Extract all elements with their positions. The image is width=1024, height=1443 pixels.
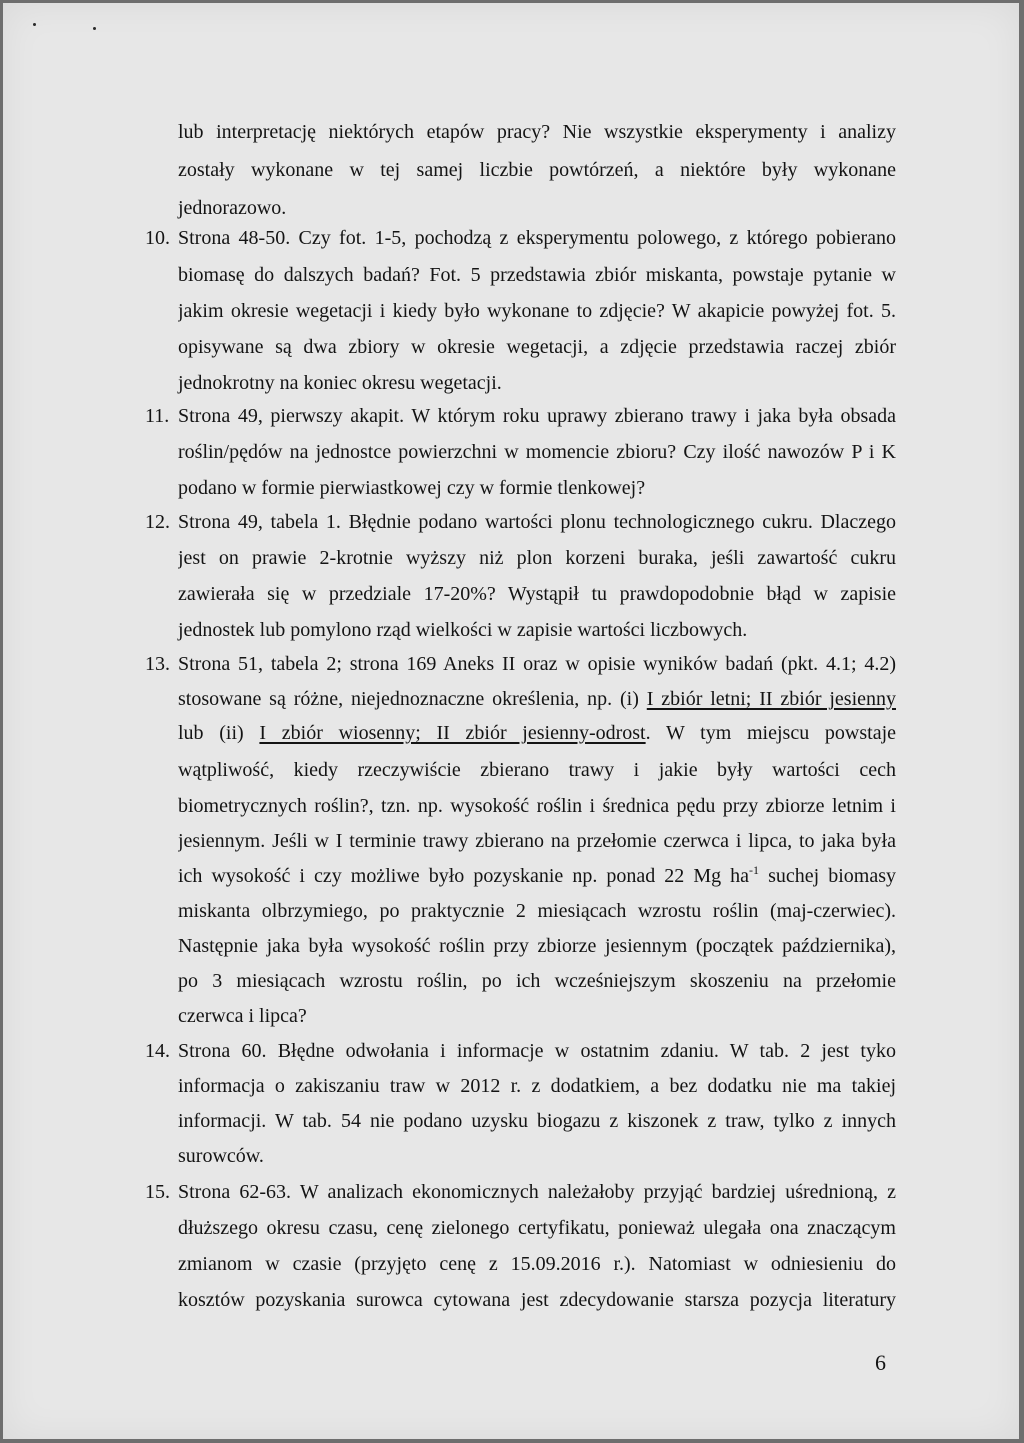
paragraph-line: surowców. — [178, 1145, 264, 1167]
paragraph-line: Strona 51, tabela 2; strona 169 Aneks II oraz w opisie wyników badań (pkt. 4.1; 4.2) — [178, 653, 896, 675]
text-span: ich wysokość i czy możliwe było pozyskanie np. ponad 22 Mg ha — [178, 865, 750, 887]
paragraph-line: zawierała się w przedziale 17-20%? Wystąpił tu prawdopodobnie błąd w zapisie — [178, 583, 896, 605]
paragraph-line: miskanta olbrzymiego, po praktycznie 2 miesiącach wzrostu roślin (maj-czerwiec). — [178, 900, 896, 922]
paragraph-line: jednorazowo. — [178, 197, 287, 219]
paragraph-line: jest on prawie 2-krotnie wyższy niż plon korzeni buraka, jeśli zawartość cukru — [178, 547, 896, 569]
paragraph-line: opisywane są dwa zbiory w okresie wegetacji, a zdjęcie przedstawia raczej zbiór — [178, 336, 896, 358]
item-number: 14. — [145, 1040, 170, 1062]
paragraph-line — [178, 863, 896, 889]
underlined-text: I zbiór letni; II zbiór jesienny — [646, 688, 896, 710]
item-number: 10. — [145, 227, 170, 249]
text-span: lub (ii) — [178, 722, 260, 744]
text-span: suchej biomasy — [759, 865, 896, 887]
paragraph-line: biometrycznych roślin?, tzn. np. wysokość roślin i średnica pędu przy zbiorze letnim i — [178, 795, 896, 817]
page-number: 6 — [875, 1350, 886, 1375]
underlined-text: I zbiór wiosenny; II zbiór jesienny-odrost — [259, 722, 646, 744]
superscript: -1 — [749, 863, 760, 877]
paragraph-line: informacja o zakiszaniu traw w 2012 r. z dodatkiem, a bez dodatku nie ma takiej — [178, 1075, 896, 1097]
paragraph-line: jednokrotny na koniec okresu wegetacji. — [178, 372, 502, 394]
paragraph-line: jesiennym. Jeśli w I terminie trawy zbierano na przełomie czerwca i lipca, to jaka była — [178, 830, 896, 852]
paragraph-line: wątpliwość, kiedy rzeczywiście zbierano trawy i jakie były wartości cech — [178, 759, 896, 781]
paragraph-line: Strona 49, pierwszy akapit. W którym roku uprawy zbierano trawy i jaka była obsada — [178, 405, 896, 427]
paragraph-line — [178, 720, 896, 746]
scan-speck — [33, 23, 36, 26]
item-number: 11. — [145, 405, 170, 427]
paragraph-line: jakim okresie wegetacji i kiedy było wykonane to zdjęcie? W akapicie powyżej fot. 5. — [178, 300, 896, 322]
paragraph-line: jednostek lub pomylono rząd wielkości w zapisie wartości liczbowych. — [178, 619, 748, 641]
paragraph-line: czerwca i lipca? — [178, 1005, 307, 1027]
paragraph-line: Strona 49, tabela 1. Błędnie podano wartości plonu technologicznego cukru. Dlaczego — [178, 511, 896, 533]
paragraph-line: zostały wykonane w tej samej liczbie powtórzeń, a niektóre były wykonane — [178, 159, 896, 181]
paragraph-line: podano w formie pierwiastkowej czy w formie tlenkowej? — [178, 477, 646, 499]
paragraph-line: informacji. W tab. 54 nie podano uzysku biogazu z kiszonek z traw, tylko z innych — [178, 1110, 896, 1132]
paragraph-line: kosztów pozyskania surowca cytowana jest zdecydowanie starsza pozycja literatury — [178, 1289, 896, 1311]
document-page — [3, 3, 1019, 1439]
paragraph-line — [178, 686, 896, 712]
item-number: 15. — [145, 1181, 170, 1203]
paragraph-line: lub interpretację niektórych etapów pracy? Nie wszystkie eksperymenty i analizy — [178, 121, 896, 143]
item-number: 13. — [145, 653, 170, 675]
paragraph-line: Następnie jaka była wysokość roślin przy zbiorze jesiennym (początek października), — [178, 935, 896, 957]
scan-speck — [93, 27, 96, 30]
paragraph-line: po 3 miesiącach wzrostu roślin, po ich wcześniejszym skoszeniu na przełomie — [178, 970, 896, 992]
paragraph-line: Strona 48-50. Czy fot. 1-5, pochodzą z eksperymentu polowego, z którego pobierano — [178, 227, 896, 249]
paragraph-line: Strona 60. Błędne odwołania i informacje w ostatnim zdaniu. W tab. 2 jest tyko — [178, 1040, 896, 1062]
paragraph-line: dłuższego okresu czasu, cenę zielonego certyfikatu, ponieważ ulegała ona znaczącym — [178, 1217, 896, 1239]
paragraph-line: roślin/pędów na jednostce powierzchni w momencie zbioru? Czy ilość nawozów P i K — [178, 441, 896, 463]
text-span: . W tym miejscu powstaje — [645, 722, 896, 744]
paragraph-line: zmianom w czasie (przyjęto cenę z 15.09.2016 r.). Natomiast w odniesieniu do — [178, 1253, 896, 1275]
paragraph-line: biomasę do dalszych badań? Fot. 5 przedstawia zbiór miskanta, powstaje pytanie w — [178, 264, 896, 286]
item-number: 12. — [145, 511, 170, 533]
paragraph-line: Strona 62-63. W analizach ekonomicznych należałoby przyjąć bardziej uśrednioną, z — [178, 1181, 896, 1203]
text-span: stosowane są różne, niejednoznaczne określenia, np. (i) — [178, 688, 647, 710]
